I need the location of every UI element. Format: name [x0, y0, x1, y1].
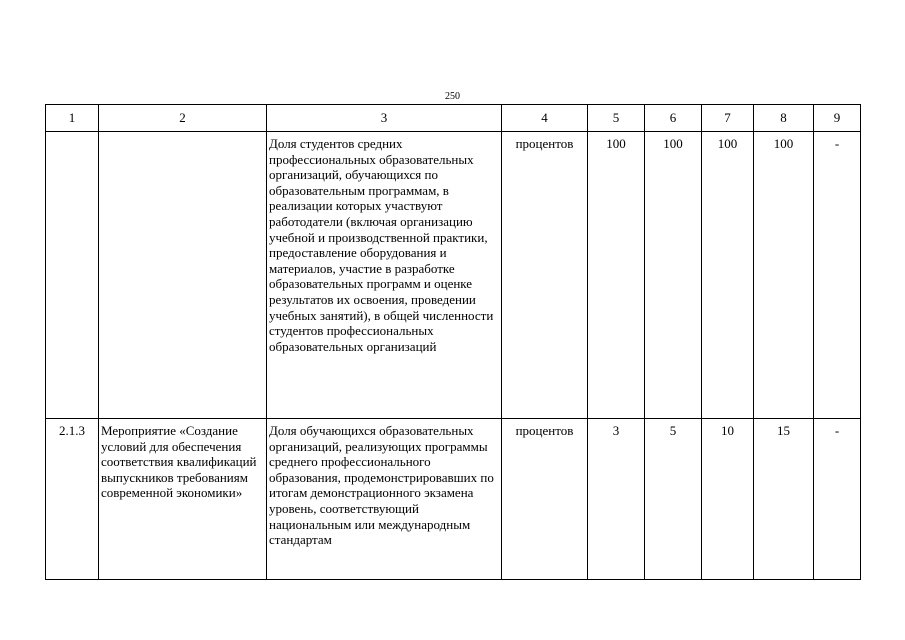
column-header-7: 7 — [702, 105, 754, 132]
column-header-5: 5 — [588, 105, 645, 132]
value-cell-col5: 100 — [588, 132, 645, 419]
table-row — [46, 132, 861, 419]
value-cell-col9: - — [814, 419, 861, 580]
value-cell-col6: 100 — [645, 132, 702, 419]
column-header-4: 4 — [502, 105, 588, 132]
indicator-name-cell: Доля студентов средних профессиональных образовательных организаций, обучающихся по образовательным программам, в реализации которых участвуют работодатели (включая организацию учебной и производственной практики, предоставление оборудования и материалов, участие в разработке образовательных программ и оценке результатов их освоения, проведении учебных занятий), в общей численности студентов профессиональных образовательных организаций — [267, 132, 502, 419]
value-cell-col9: - — [814, 132, 861, 419]
column-header-2: 2 — [99, 105, 267, 132]
unit-cell: процентов — [502, 419, 588, 580]
event-name-cell — [99, 132, 267, 419]
table-header — [46, 105, 861, 132]
column-header-3: 3 — [267, 105, 502, 132]
row-number-cell — [46, 132, 99, 419]
column-header-9: 9 — [814, 105, 861, 132]
column-header-1: 1 — [46, 105, 99, 132]
value-cell-col6: 5 — [645, 419, 702, 580]
value-cell-col7: 100 — [702, 132, 754, 419]
value-cell-col5: 3 — [588, 419, 645, 580]
column-number-row — [46, 105, 861, 132]
program-indicators-table — [45, 104, 861, 580]
value-cell-col8: 100 — [754, 132, 814, 419]
event-name-cell: Мероприятие «Создание условий для обеспечения соответствия квалификаций выпускников требованиям современной экономики» — [99, 419, 267, 580]
page-number: 250 — [445, 91, 460, 102]
row-number-cell: 2.1.3 — [46, 419, 99, 580]
column-header-6: 6 — [645, 105, 702, 132]
value-cell-col7: 10 — [702, 419, 754, 580]
value-cell-col8: 15 — [754, 419, 814, 580]
indicator-name-cell: Доля обучающихся образовательных организаций, реализующих программы среднего профессионального образования, продемонстрировавших по итогам демонстрационного экзамена уровень, соответствующий национальным или международным стандартам — [267, 419, 502, 580]
table-row — [46, 419, 861, 580]
unit-cell: процентов — [502, 132, 588, 419]
column-header-8: 8 — [754, 105, 814, 132]
